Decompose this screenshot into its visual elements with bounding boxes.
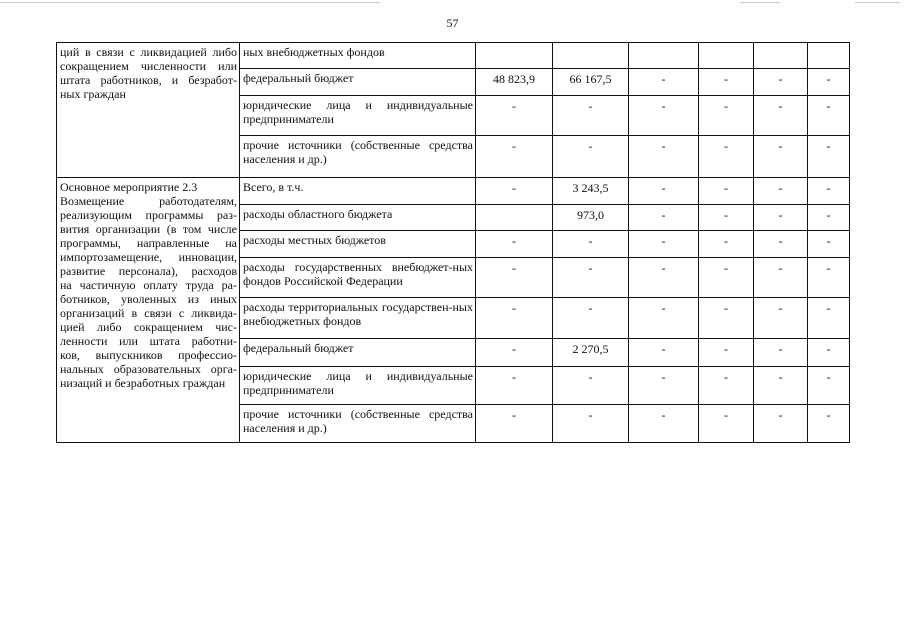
description-line: ков, выпускников профессио- — [60, 348, 237, 362]
amount-cell: 2 270,5 — [553, 339, 629, 367]
amount-cell: - — [808, 298, 850, 339]
amount-cell: - — [629, 231, 699, 258]
amount-cell: - — [754, 231, 808, 258]
amount-cell: - — [699, 339, 754, 367]
amount-cell: - — [754, 178, 808, 205]
amount-cell: - — [476, 96, 553, 136]
amount-cell: - — [699, 96, 754, 136]
description-line: штата работников, и безработ- — [60, 73, 237, 87]
amount-cell: - — [553, 367, 629, 405]
amount-cell: - — [754, 258, 808, 298]
amount-cell: - — [629, 298, 699, 339]
amount-cell: - — [808, 258, 850, 298]
funding-source-label: юридические лица и индивидуальные предприниматели — [243, 98, 473, 126]
amount-cell: - — [699, 231, 754, 258]
page-number: 57 — [446, 16, 459, 30]
amount-cell: - — [699, 205, 754, 231]
amount-cell: - — [629, 205, 699, 231]
funding-source-cell — [240, 367, 476, 405]
amount-cell — [808, 43, 850, 69]
funding-source-cell — [240, 258, 476, 298]
funding-source-label: расходы территориальных государствен-ных внебюджетных фондов — [243, 300, 473, 328]
scan-artifact-line — [740, 2, 780, 3]
description-line: Основное мероприятие 2.3 — [60, 180, 198, 194]
description-line: организаций в связи с ликвида- — [60, 306, 237, 320]
program-description-cell — [57, 43, 240, 178]
amount-cell: - — [476, 367, 553, 405]
amount-cell: - — [629, 178, 699, 205]
description-line: ных граждан — [60, 87, 126, 101]
amount-cell: 48 823,9 — [476, 69, 553, 96]
funding-source-cell — [240, 96, 476, 136]
funding-source-cell — [240, 298, 476, 339]
description-line: ций в связи с ликвидацией либо — [60, 45, 237, 59]
amount-cell: - — [629, 367, 699, 405]
amount-cell: - — [629, 69, 699, 96]
amount-cell — [699, 43, 754, 69]
funding-source-label: расходы государственных внебюджет-ных фондов Российской Федерации — [243, 260, 473, 288]
table-row — [57, 178, 850, 205]
amount-cell: - — [699, 69, 754, 96]
amount-cell: - — [629, 339, 699, 367]
amount-cell: - — [629, 136, 699, 178]
amount-cell: - — [629, 96, 699, 136]
amount-cell: - — [553, 231, 629, 258]
funding-source-label: федеральный бюджет — [243, 341, 354, 355]
table-body — [57, 43, 850, 443]
amount-cell: - — [754, 367, 808, 405]
amount-cell: - — [754, 136, 808, 178]
amount-cell: - — [476, 405, 553, 443]
funding-source-label: прочие источники (собственные средства населения и др.) — [243, 407, 473, 435]
amount-cell: - — [808, 136, 850, 178]
amount-cell: - — [808, 231, 850, 258]
description-line: Возмещение работодателям, — [60, 194, 237, 208]
funding-source-cell — [240, 43, 476, 69]
funding-source-cell — [240, 69, 476, 96]
amount-cell: - — [476, 339, 553, 367]
amount-cell: - — [629, 258, 699, 298]
amount-cell — [476, 43, 553, 69]
funding-source-label: юридические лица и индивидуальные предприниматели — [243, 369, 473, 397]
program-description-cell — [57, 178, 240, 443]
amount-cell: - — [699, 136, 754, 178]
description-line: цией либо сокращением чис- — [60, 320, 237, 334]
description-line: на частичную оплату труда ра- — [60, 278, 237, 292]
amount-cell — [629, 43, 699, 69]
amount-cell: - — [808, 405, 850, 443]
amount-cell: - — [553, 96, 629, 136]
description-line: импортозамещение, инновации, — [60, 250, 237, 264]
funding-source-cell — [240, 405, 476, 443]
amount-cell: - — [754, 405, 808, 443]
description-line: сокращением численности или — [60, 59, 237, 73]
funding-source-cell — [240, 231, 476, 258]
amount-cell: - — [754, 96, 808, 136]
amount-cell: - — [476, 231, 553, 258]
amount-cell: - — [754, 339, 808, 367]
funding-source-label: ных внебюджетных фондов — [243, 45, 385, 59]
funding-source-label: федеральный бюджет — [243, 71, 354, 85]
table-row — [57, 43, 850, 69]
funding-source-label: прочие источники (собственные средства населения и др.) — [243, 138, 473, 166]
description-line: вития организации (в том числе — [60, 222, 237, 236]
amount-cell: - — [808, 69, 850, 96]
amount-cell: - — [808, 178, 850, 205]
amount-cell — [754, 43, 808, 69]
amount-cell: 66 167,5 — [553, 69, 629, 96]
budget-table — [56, 42, 850, 443]
funding-source-label: расходы областного бюджета — [243, 207, 393, 221]
amount-cell: - — [699, 405, 754, 443]
scan-artifact-line — [855, 2, 900, 3]
amount-cell: - — [553, 298, 629, 339]
funding-source-label: Всего, в т.ч. — [243, 180, 304, 194]
amount-cell: - — [476, 298, 553, 339]
funding-source-label: расходы местных бюджетов — [243, 233, 386, 247]
amount-cell: - — [808, 96, 850, 136]
amount-cell: - — [476, 258, 553, 298]
amount-cell: - — [699, 298, 754, 339]
amount-cell: - — [629, 405, 699, 443]
amount-cell — [476, 205, 553, 231]
funding-source-cell — [240, 339, 476, 367]
description-line: программы, направленные на — [60, 236, 237, 250]
amount-cell: - — [754, 205, 808, 231]
amount-cell: - — [699, 367, 754, 405]
amount-cell: - — [476, 136, 553, 178]
amount-cell: - — [699, 178, 754, 205]
funding-source-cell — [240, 205, 476, 231]
description-line: нальных образовательных орга- — [60, 362, 237, 376]
description-line: низаций и безработных граждан — [60, 376, 226, 390]
amount-cell: - — [808, 205, 850, 231]
description-line: реализующим программы раз- — [60, 208, 237, 222]
description-line: ленности или штата работни- — [60, 334, 237, 348]
amount-cell: - — [754, 298, 808, 339]
amount-cell: - — [553, 405, 629, 443]
amount-cell: - — [476, 178, 553, 205]
funding-source-cell — [240, 178, 476, 205]
description-line: развитие персонала), расходов — [60, 264, 237, 278]
amount-cell: - — [553, 136, 629, 178]
description-line: ботников, уволенных из иных — [60, 292, 237, 306]
amount-cell: - — [808, 367, 850, 405]
amount-cell: - — [808, 339, 850, 367]
amount-cell — [553, 43, 629, 69]
funding-source-cell — [240, 136, 476, 178]
amount-cell: - — [754, 69, 808, 96]
scan-artifact-line — [0, 2, 380, 3]
amount-cell: - — [699, 258, 754, 298]
amount-cell: 973,0 — [553, 205, 629, 231]
amount-cell: 3 243,5 — [553, 178, 629, 205]
amount-cell: - — [553, 258, 629, 298]
